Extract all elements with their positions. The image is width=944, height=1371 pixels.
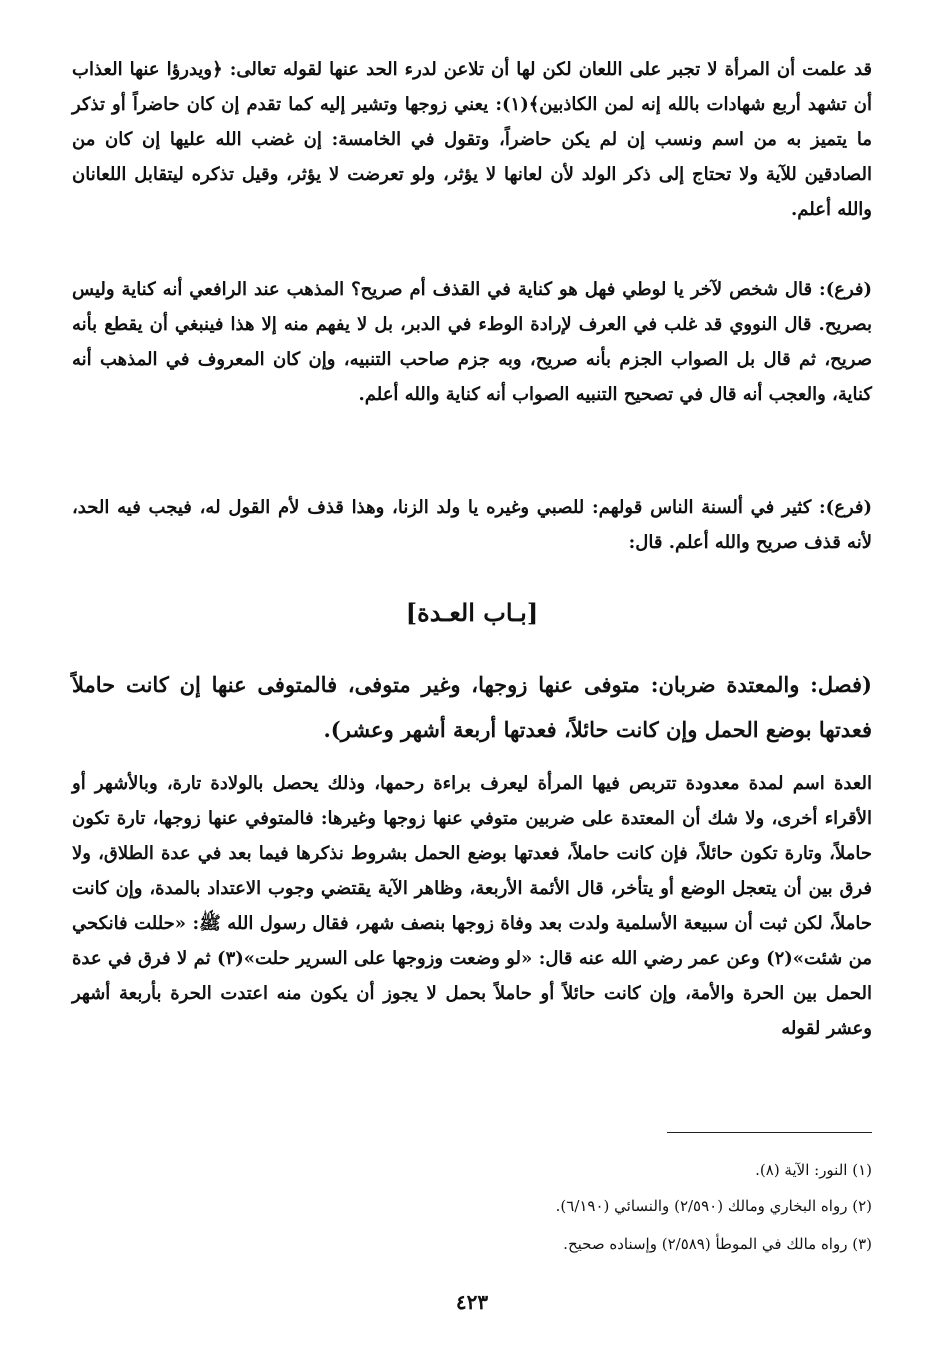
footnote-1: (١) النور: الآية (٨). xyxy=(755,1161,872,1179)
paragraph-lian: قد علمت أن المرأة لا تجبر على اللعان لكن لها أن تلاعن لدرء الحد عنها لقوله تعالى: ﴿ويدرؤا عنها العذاب أن تشهد أربع شهادات بالله إنه لمن الكاذبين﴾(١): يعني زوجها وتشير إليه كما تقدم إن كان حاضراً أو تذكر ما يتميز به من اسم ونسب إن لم يكن حاضراً، وتقول في الخامسة: إن غضب الله عليها إن كان من الصادقين للآية ولا تحتاج إلى ذكر الولد لأن لعانها لا يؤثر، ولو تعرضت لا يؤثر، وقيل تذكره ليتقابل اللعانان والله أعلم. xyxy=(72,59,872,220)
fasl-text: (فصل: والمعتدة ضربان: متوفى عنها زوجها، وغير متوفى، فالمتوفى عنها إن كانت حاملاً فعدتها بوضع الحمل وإن كانت حائلاً، فعدتها أربعة أشهر وعشر). xyxy=(72,672,872,742)
paragraph-far-walad-zina: (فرع): كثير في ألسنة الناس قولهم: للصبي وغيره يا ولد الزنا، وهذا قذف لأم القول له، فيجب فيه الحد، لأنه قذف صريح والله أعلم. قال: xyxy=(72,497,872,553)
footnote-3: (٣) رواه مالك في الموطأ (٢/٥٨٩) وإسناده صحيح. xyxy=(563,1235,872,1253)
chapter-heading: [بـاب العـدة] xyxy=(405,598,539,627)
footnote-divider xyxy=(667,1132,872,1133)
footnote-2: (٢) رواه البخاري ومالك (٢/٥٩٠) والنسائي (٦/١٩٠). xyxy=(555,1197,872,1215)
page-number: ٤٢٣ xyxy=(455,1290,489,1314)
paragraph-far-lutiy: (فرع): قال شخص لآخر يا لوطي فهل هو كناية في القذف أم صريح؟ المذهب عند الرافعي أنه كناية وليس بصريح. قال النووي قد غلب في العرف لإرادة الوطء في الدبر، بل لا يفهم منه إلا هذا فينبغي أن يقطع بأنه صريح، ثم قال بل الصواب الجزم بأنه صريح، وبه جزم صاحب التنبيه، وإن كان المعروف في المذهب أنه كناية، والعجب أنه قال في تصحيح التنبيه الصواب أنه كناية والله أعلم. xyxy=(72,279,872,405)
paragraph-iddah: العدة اسم لمدة معدودة تتربص فيها المرأة ليعرف براءة رحمها، وذلك يحصل بالولادة تارة، وبالأشهر أو الأقراء أخرى، ولا شك أن المعتدة على ضربين متوفي عنها زوجها وغيرها: فالمتوفي عنها زوجها، تارة تكون حاملاً، وتارة تكون حائلاً، فإن كانت حاملاً، فعدتها بوضع الحمل بشروط نذكرها فيما بعد في عدة الطلاق، ولا فرق بين أن يتعجل الوضع أو يتأخر، قال الأئمة الأربعة، وظاهر الآية يقتضي وجوب الاعتداد بالمدة، وإن كانت حاملاً، لكن ثبت أن سبيعة الأسلمية ولدت بعد وفاة زوجها بنصف شهر، فقال رسول الله ﷺ: «حللت فانكحي من شئت»(٢) وعن عمر رضي الله عنه قال: «لو وضعت وزوجها على السرير حلت»(٣) ثم لا فرق في عدة الحمل بين الحرة والأمة، وإن كانت حائلاً أو حاملاً بحمل لا يجوز أن يكون منه اعتدت الحرة بأربعة أشهر وعشر لقوله xyxy=(72,773,872,1039)
